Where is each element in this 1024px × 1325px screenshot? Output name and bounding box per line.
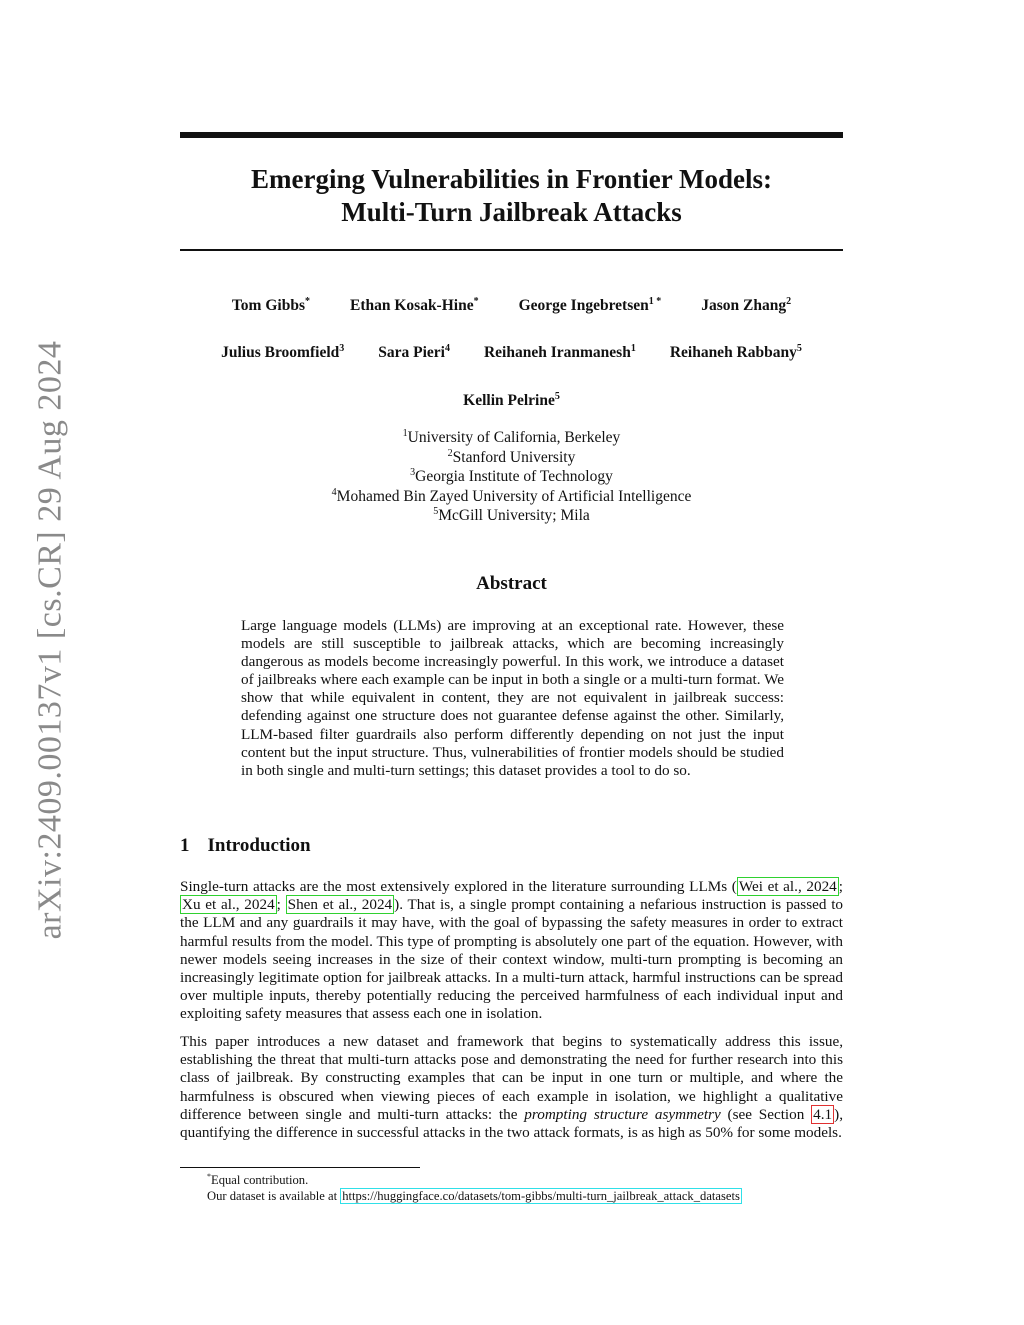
affiliation: $^1$University of California, Berkeley (402, 428, 621, 446)
author-row-3 (180, 392, 843, 410)
title-top-rule (180, 132, 843, 138)
author: Kellin Pelrine$^5$ (463, 391, 560, 409)
section-heading-introduction (180, 835, 311, 857)
paper-title (180, 163, 843, 229)
affiliation: $^4$Mohamed Bin Zayed University of Artificial Intelligence (331, 486, 692, 505)
arxiv-identifier: arXiv:2409.00137v1 [cs.CR] 29 Aug 2024 (31, 340, 69, 940)
dataset-url-link[interactable]: https://huggingface.co/datasets/tom-gibbs/multi-turn_jailbreak_attack_datasets (342, 1189, 740, 1203)
footnotes (207, 1172, 847, 1204)
intro-paragraph-1: Single-turn attacks are the most extensively explored in the literature surrounding LLMs ( Wei et al., 2024 ; Xu et al., 2024 ; Shen et al., 2024 ). That is, a single prompt containing a nefarious instruction is passed to the LLM and any guardrails it may have, with the goal of bypassing the safety measures in order to extract harmful results from the model. This type of prompting is absolutely one part of the equation. However, with newer models seeing increases in the size of their context window, multi-turn prompting is becoming an increasingly legitimate option for jailbreak attacks. In a multi-turn attack, harmful instructions can be spread over multiple inputs, thereby potentially reducing the perceived harmfulness of each individual input and exploiting safety measures that assess each one in isolation. (180, 878, 844, 1023)
author: Jason Zhang$^2$ (701, 296, 792, 314)
footnote-rule (180, 1167, 420, 1168)
section-title: Introduction (207, 835, 311, 856)
author: Reihaneh Rabbany$^5$ (669, 343, 802, 361)
author: George Ingebretsen$^{1 *}$ (518, 296, 662, 314)
abstract-heading: Abstract (476, 573, 547, 594)
footnote-dataset: Our dataset is available at https://huggingface.co/datasets/tom-gibbs/multi-turn_jailbreak_attack_datasets (207, 1189, 740, 1203)
author: Julius Broomfield$^3$ (221, 343, 345, 361)
author: Reihaneh Iranmanesh$^1$ (483, 343, 636, 361)
author: Tom Gibbs* (231, 296, 310, 314)
author-row-2 (180, 344, 843, 362)
citation-link[interactable]: Shen et al., 2024 (287, 896, 393, 914)
abstract-text: Large language models (LLMs) are improving at an exceptional rate. However, these models are still susceptible to jailbreak attacks, which are becoming increasingly dangerous as models become increasingly powerful. In this work, we introduce a dataset of jailbreaks where each example can be input in both a single or a multi-turn format. We show that while equivalent in content, they are not equivalent in jailbreak success: defending against one structure does not guarantee defense against the other. Similarly, LLM-based filter guardrails also perform differently depending on not just the input content but the input structure. Thus, vulnerabilities of frontier models should be studied in both single and multi-turn settings; this dataset provides a tool to do so. (241, 617, 784, 779)
title-bottom-rule (180, 249, 843, 251)
section-reference-link[interactable]: 4.1 (813, 1105, 833, 1123)
affiliation: $^5$McGill University; Mila (433, 506, 590, 525)
citation-link[interactable]: Wei et al., 2024 (738, 878, 837, 895)
affiliation: $^2$Stanford University (447, 447, 576, 466)
author: Sara Pieri$^4$ (378, 343, 450, 361)
emphasis-term: prompting structure asymmetry (524, 1105, 721, 1123)
intro-paragraph-2: This paper introduces a new dataset and framework that begins to systematically address this issue, establishing the threat that multi-turn attacks pose and demonstrating the need for further research into this class of jailbreak. By constructing examples that can be input in one turn or multiple, and where the harmfulness is obscured when viewing pieces of each example in isolation, we highlight a qualitative difference between single and multi-turn attacks: the prompting structure asymmetry (see Section 4.1 ), quantifying the difference in successful attacks in the two attack formats, is as high as 50% for some models. (180, 1033, 843, 1142)
title-line-1: Emerging Vulnerabilities in Frontier Models: (250, 164, 772, 194)
title-line-2: Multi-Turn Jailbreak Attacks (341, 197, 682, 227)
footnote-equal-contribution: *Equal contribution. (207, 1172, 309, 1187)
author: Ethan Kosak-Hine* (349, 296, 479, 314)
section-number: 1 (180, 835, 190, 856)
affiliation: $^3$Georgia Institute of Technology (410, 467, 613, 486)
arxiv-sidebar-stamp (25, 340, 75, 940)
citation-link[interactable]: Xu et al., 2024 (182, 896, 275, 914)
affiliations (180, 428, 843, 526)
author-row-1 (180, 297, 843, 315)
